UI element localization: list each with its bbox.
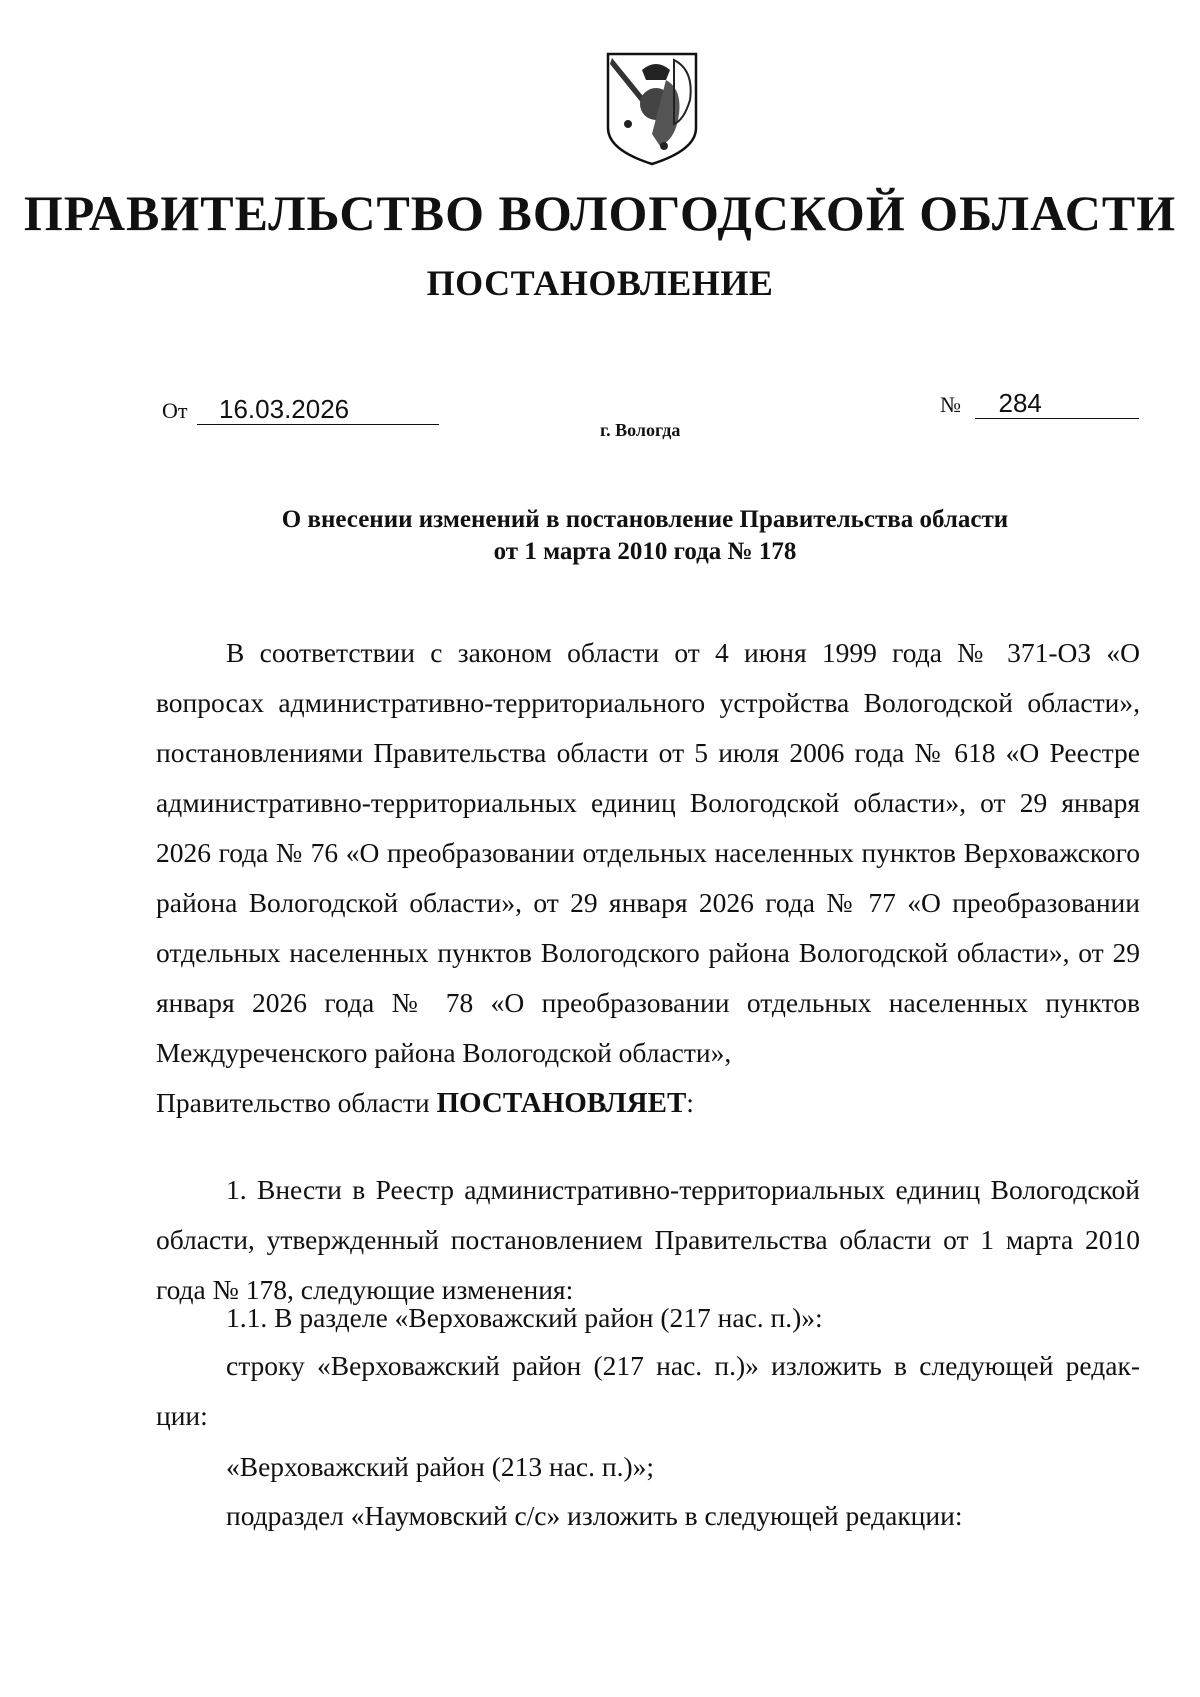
preamble (156, 628, 1140, 1128)
item-1-1: 1.1. В разделе «Верховажский район (217 нас. п.)»: (226, 1302, 823, 1333)
date-prefix: От (162, 398, 188, 423)
date-value: 16.03.2026 (197, 394, 439, 425)
document-number (940, 388, 1139, 419)
decree-word: ПОСТАНОВЛЯЕТ (436, 1087, 687, 1119)
number-prefix: № (940, 392, 961, 417)
subject-line-1: О внесении изменений в постановление Правительства области (281, 506, 1009, 533)
document-subject (0, 504, 1200, 568)
document-date (162, 394, 439, 425)
item-line-c: подраздел «Наумовский с/с» изложить в следующей редакции: (226, 1500, 963, 1531)
coat-of-arms-icon (604, 50, 700, 168)
subject-line-2: от 1 марта 2010 года № 178 (493, 538, 797, 565)
number-value: 284 (975, 388, 1139, 419)
decree-lead: Правительство области (156, 1087, 430, 1118)
decree-colon: : (686, 1087, 694, 1118)
city-label: г. Вологда (600, 420, 681, 440)
item-1-text: 1. Внести в Реестр административно-территориальных единиц Вологодской области, утвержденный постановлением Правительства области от 1 марта 2010 года № 178, следующие изменения: (156, 1174, 1140, 1305)
document-type: ПОСТАНОВЛЕНИЕ (426, 263, 774, 303)
item-line-a-end: ции: (156, 1400, 208, 1431)
organization-title: ПРАВИТЕЛЬСТВО ВОЛОГОДСКОЙ ОБЛАСТИ (23, 185, 1177, 241)
item-line-b: «Верховажский район (213 нас. п.)»; (226, 1451, 655, 1482)
item-1 (156, 1165, 1140, 1315)
item-line-a: строку «Верховажский район (217 нас. п.)» изложить в следующей редак- (226, 1350, 1140, 1381)
decree-statement (156, 1078, 1140, 1128)
preamble-paragraph: В соответствии с законом области от 4 июня 1999 года № 371-ОЗ «О вопросах административно-территориального устройства Вологодской области», постановлениями Правительства области от 5 июля 2006 года № 618 «О Реестре административно-территориальных единиц Вологодской области», от 29 января 2026 года № 76 «О преобразовании отдельных населенных пунктов Верховажского района Вологодской области», от 29 января 2026 года № 77 «О преобразовании отдельных населенных пунктов Вологодского района Вологодской области», от 29 января 2026 года № 78 «О преобразовании отдельных населенных пунктов Междуреченского района Вологодской области», (156, 637, 1140, 1068)
